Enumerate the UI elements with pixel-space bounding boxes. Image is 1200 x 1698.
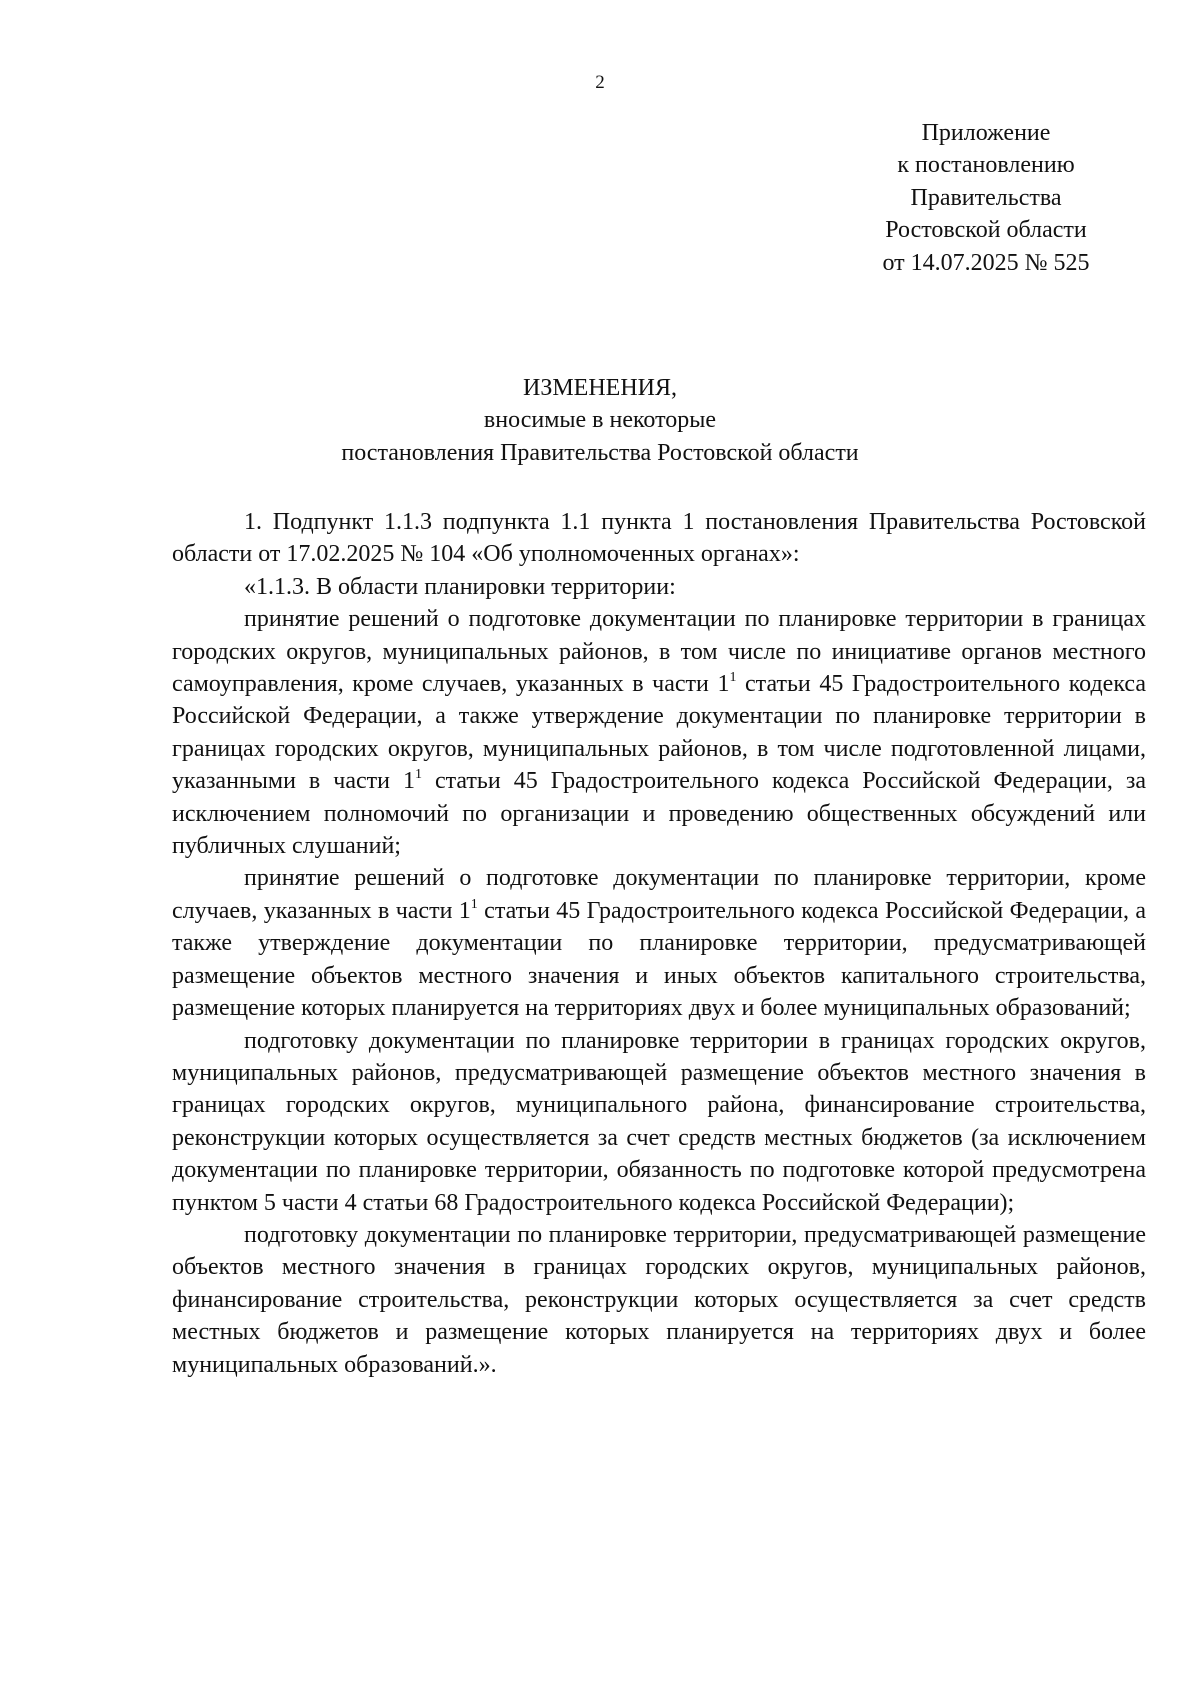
paragraph-4: [172, 862, 1146, 1024]
page-number: 2: [595, 72, 605, 93]
paragraph-4-part-b: статьи 45 Градостроительного кодекса Российской Федерации, а также утверждение документации по планировке территории, предусматривающей размещение объектов местного значения и иных объектов капитального строительства, размещение которых планируется на территориях двух и более муниципальных образований;: [172, 897, 1146, 1022]
paragraph-3: [172, 603, 1146, 862]
appendix-line-1: Приложение: [921, 120, 1051, 146]
paragraph-3-part-b: статьи 45 Градостроительного кодекса Российской Федерации, а также утверждение документации по планировке территории в границах городских округов, муниципальных районов, в том числе подготовленной лицами, указанными в части 1: [172, 671, 1146, 795]
superscript: 1: [729, 670, 737, 686]
title-heading: ИЗМЕНЕНИЯ,: [522, 375, 678, 401]
paragraph-3-part-c: статьи 45 Градостроительного кодекса Российской Федерации, за исключением полномочий по организации и проведению общественных обсуждений или публичных слушаний;: [172, 768, 1146, 860]
title-subtitle-2: постановления Правительства Ростовской области: [341, 439, 859, 466]
superscript: 1: [470, 896, 478, 912]
paragraph-5: подготовку документации по планировке территории в границах городских округов, муниципальных районов, предусматривающей размещение объектов местного значения в границах городских округов, муниципального района, финансирование строительства, реконструкции которых осуществляется за счет средств местных бюджетов (за исключением документации по планировке территории, обязанность по подготовке которой предусмотрена пунктом 5 части 4 статьи 68 Градостроительного кодекса Российской Федерации);: [172, 1027, 1146, 1216]
paragraph-2: «1.1.3. В области планировки территории:: [244, 573, 676, 600]
appendix-line-4: Ростовской области: [885, 217, 1087, 244]
paragraph-1: 1. Подпункт 1.1.3 подпункта 1.1 пункта 1 постановления Правительства Ростовской области от 17.02.2025 № 104 «Об уполномоченных органах»:: [172, 509, 1146, 568]
appendix-line-2: к постановлению: [897, 152, 1075, 179]
superscript: 1: [414, 767, 422, 783]
document-body: [172, 506, 1146, 1381]
document-title: [0, 372, 1200, 469]
title-subtitle-1: вносимые в некоторые: [483, 407, 717, 434]
appendix-line-3: Правительства: [910, 184, 1062, 211]
paragraph-3-part-a: принятие решений о подготовке документации по планировке территории в границах городских округов, муниципальных районов, в том числе по инициативе органов местного самоуправления, кроме случаев, указанных в части 1: [172, 606, 1146, 698]
appendix-header: [836, 117, 1136, 279]
paragraph-6: подготовку документации по планировке территории, предусматривающей размещение объектов местного значения в границах городских округов, муниципальных районов, финансирование строительства, реконструкции которых осуществляется за счет средств местных бюджетов и размещение которых планируется на территориях двух и более муниципальных образований.».: [172, 1221, 1146, 1378]
paragraph-4-part-a: принятие решений о подготовке документации по планировке территории, кроме случаев, указанных в части 1: [172, 865, 1146, 924]
appendix-line-5: от 14.07.2025 № 525: [882, 249, 1090, 276]
